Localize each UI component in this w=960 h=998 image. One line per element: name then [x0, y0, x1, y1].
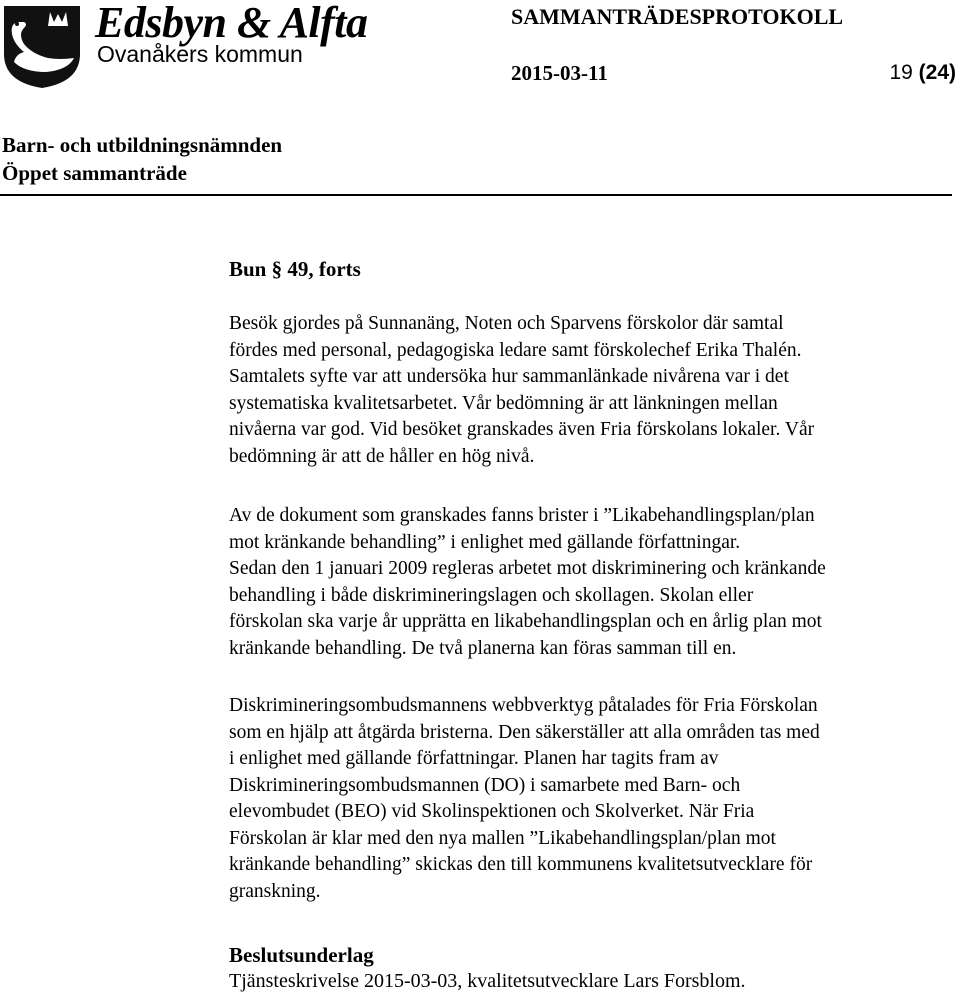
document-type: SAMMANTRÄDESPROTOKOLL: [511, 4, 844, 29]
municipality-logo-icon: [2, 2, 92, 90]
meeting-date: 2015-03-11: [511, 61, 608, 85]
page-current: 19: [889, 61, 913, 84]
header-divider: [0, 194, 952, 196]
brand-name: Edsbyn & Alfta: [95, 0, 368, 47]
basis-text: Tjänsteskrivelse 2015-03-03, kvalitetsutvecklare Lars Forsblom.: [229, 970, 746, 992]
paragraph-visits: Besök gjordes på Sunnanäng, Noten och Sparvens förskolor där samtal fördes med personal, pedagogiska ledare samt förskolechef Erika Thalén. Samtalets syfte var att undersöka hur sammanlänkade nivårena var i det systematiska kvalitetsarbetet. Vår bedömning är att länkningen mellan nivåerna var god. Vid besöket granskades även Fria förskolans lokaler. Vår bedömning är att de håller en hög nivå.: [229, 313, 815, 467]
page-total: (24): [918, 61, 956, 84]
paragraph-deficiencies: Av de dokument som granskades fanns brister i ”Likabehandlingsplan/plan mot kränkande behandling” i enlighet med gällande författningar. Sedan den 1 januari 2009 regleras arbetet mot diskriminering och kränkande behandling i både diskrimineringslagen och skollagen. Skolan eller förskolan ska varje år upprätta en likabehandlingsplan och en årlig plan mot kränkande behandling. De två planerna kan föras samman till en.: [229, 505, 826, 659]
basis-heading: Beslutsunderlag: [229, 943, 374, 967]
paragraph-do-tool: Diskrimineringsombudsmannens webbverktyg påtalades för Fria Förskolan som en hjälp att åtgärda bristerna. Den säkerställer att alla områden tas med i enlighet med gällande författningar. Planen har tagits fram av Diskrimineringsombudsmannen (DO) i samarbete med Barn- och elevombudet (BEO) vid Skolinspektionen och Skolverket. När Fria Förskolan är klar med den nya mallen ”Likabehandlingsplan/plan mot kränkande behandling” skickas den till kommunens kvalitetsutvecklare för granskning.: [229, 695, 820, 902]
page-number: [889, 60, 956, 86]
meeting-type: Öppet sammanträde: [2, 161, 187, 185]
section-title: Bun § 49, forts: [229, 257, 361, 281]
committee-name: Barn- och utbildningsnämnden: [2, 133, 283, 157]
brand-subtitle: Ovanåkers kommun: [97, 41, 303, 67]
